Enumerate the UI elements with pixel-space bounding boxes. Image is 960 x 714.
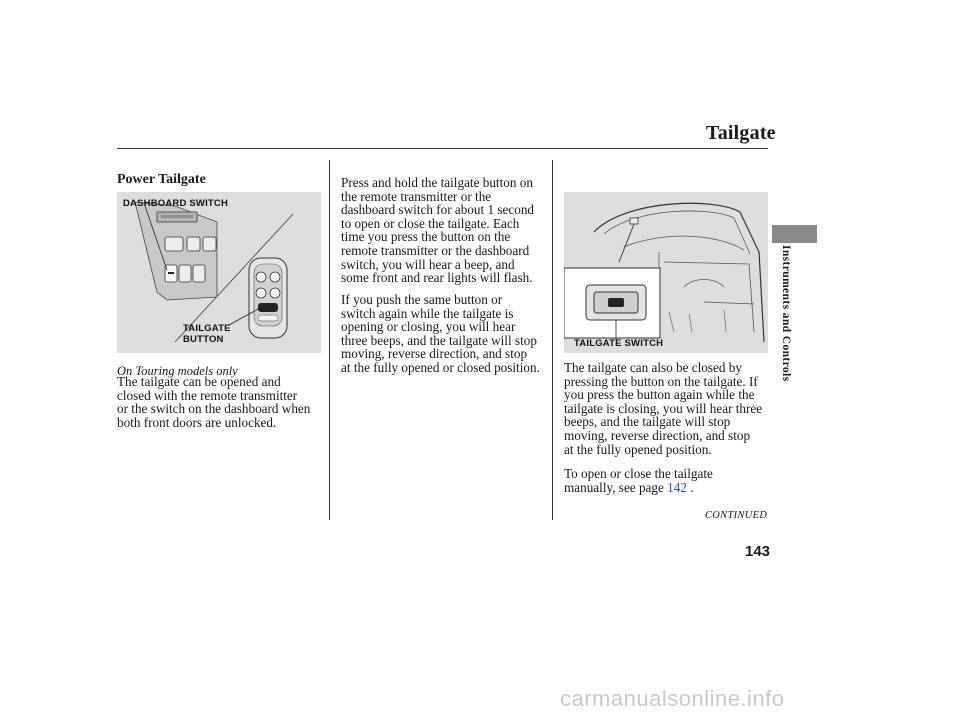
text-line: moving, reverse direction, and stop [564,427,751,443]
watermark: carmanualsonline.info [560,686,785,711]
text-line: to open or close the tailgate. Each [341,215,520,231]
text-line: The tailgate can be opened and [117,374,281,389]
text-line: switch, you will hear a beep, and [341,256,515,272]
text-line: some front and rear lights will flash. [341,270,533,286]
section-tab [772,225,817,243]
text-line: To open or close the tailgate [564,466,713,481]
tailgate-figure [564,192,768,353]
dashboard-switch-label: DASHBOARD SWITCH [123,198,229,209]
text-line: the remote transmitter or the [341,188,492,204]
text-line: beeps, and the tailgate will stop [564,414,731,430]
text-line: both front doors are unlocked. [117,414,277,430]
text-fragment: . [686,479,694,495]
text-line: opening or closing, you will hear [341,319,516,335]
text-line: tailgate is closing, you will hear three [564,400,763,416]
text-line [564,481,713,495]
text-line: time you press the button on the [341,229,511,245]
text-line: switch again while the tailgate is [341,305,514,321]
column-divider-2 [552,160,553,520]
col1-paragraph [117,375,310,429]
column-divider-1 [329,160,330,520]
text-line: you press the button again while the [564,387,755,403]
page-link[interactable]: 142 [667,479,687,495]
text-line: remote transmitter or the dashboard [341,242,530,258]
continued-marker: CONTINUED [705,510,768,521]
section-heading: Power Tailgate [117,172,206,187]
text-line: moving, reverse direction, and stop [341,346,528,362]
text-fragment: manually, see page [564,479,664,495]
text-line: closed with the remote transmitter [117,387,298,403]
text-line: pressing the button on the tailgate. If [564,373,758,389]
page-title: Tailgate [706,122,776,144]
page-number: 143 [745,543,771,560]
text-line: at the fully opened or closed position. [341,359,540,375]
text-line: If you push the same button or [341,292,503,307]
text-line: at the fully opened position. [564,441,712,457]
col3-paragraph-2 [564,467,713,494]
text-line: dashboard switch for about 1 second [341,202,535,218]
tailgate-button-label-line2: BUTTON [183,334,224,345]
tailgate-button-label-line1: TAILGATE [183,323,231,334]
col2-paragraph-1 [341,176,534,285]
text-line: Press and hold the tailgate button on [341,175,533,190]
col3-paragraph-1 [564,361,762,456]
touring-note: On Touring models only [117,364,238,378]
section-title-vertical: Instruments and Controls [780,245,792,382]
tailgate-illustration [564,192,768,353]
title-rule [117,148,768,149]
text-line: or the switch on the dashboard when [117,401,311,417]
text-line: three beeps, and the tailgate will stop [341,332,537,348]
tailgate-switch-label: TAILGATE SWITCH [574,338,664,349]
text-line: The tailgate can also be closed by [564,360,742,375]
col2-paragraph-2 [341,293,540,375]
